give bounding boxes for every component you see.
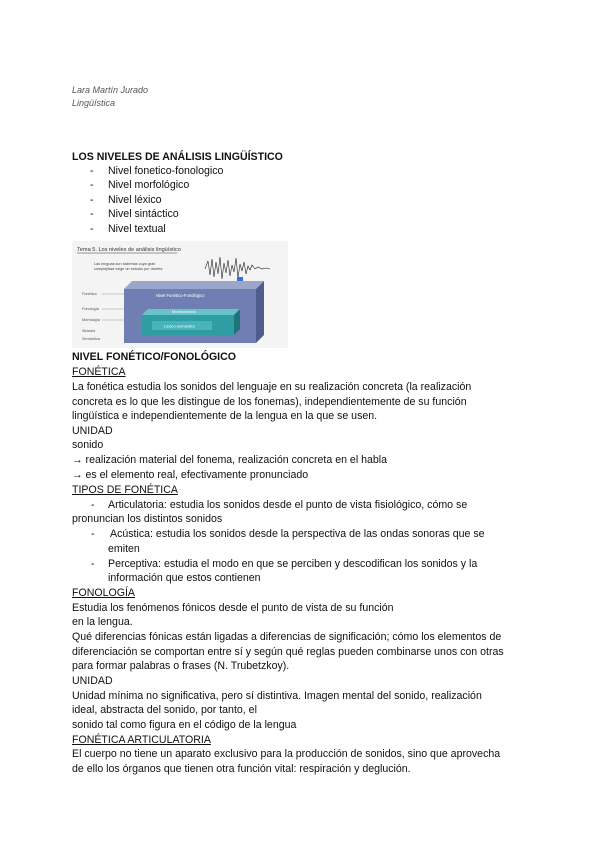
subject-name: Lingüística [72,98,116,108]
paragraph-line: concreta es lo que les distingue de los fonemas), independientemente de su función [72,396,467,408]
paragraph-line: Qué diferencias fónicas están ligadas a diferencias de significación; cómo los elementos de [72,631,502,643]
label-sonido: sonido [72,439,104,451]
paragraph-line: en la lengua. [72,616,133,628]
levels-diagram-figure [72,241,288,348]
paragraph-line: Estudia los fenómenos fónicos desde el punto de vista de su función [72,602,394,614]
list-item-continuation: información que estos contienen [108,572,261,584]
waveform-graphic [205,257,270,279]
levels-diagram [72,241,288,348]
dash-marker: - [90,165,94,177]
dash-marker: - [90,194,94,206]
dash-marker: - [91,528,95,540]
list-item-label: Perceptiva: estudia el modo en que se perciben y descodifican los sonidos y la [108,558,478,570]
paragraph-line: Unidad mínima no significativa, pero sí distintiva. Imagen mental del sonido, realización [72,690,482,702]
label-unidad: UNIDAD [72,675,113,687]
list-item-continuation: emiten [108,543,140,555]
box-top-face [124,281,264,289]
dash-marker: - [90,223,94,235]
label-unidad: UNIDAD [72,425,113,437]
list-item-label: Nivel sintáctico [108,208,179,220]
paragraph-line: El cuerpo no tiene un aparato exclusivo para la producción de sonidos, sino que aprovecha [72,748,501,760]
arrow-line: → realización material del fonema, realización concreta en el habla [72,454,388,466]
paragraph-line: La fonética estudia los sonidos del lenguaje en su realización concreta (la realización [72,381,472,393]
inner-box-label: Morfosintaxis [172,309,196,314]
paragraph-line: lingüística e independientemente de la lengua en la que se usen. [72,410,378,422]
figure-note-line2: complejidad exige un estudio por niveles [94,267,163,271]
side-label: Fonología [82,307,99,311]
list-item-label: Articulatoria: estudia los sonidos desde el punto de vista fisiológico, cómo se [108,499,468,511]
subheading-tipos: TIPOS DE FONÉTICA [72,484,178,496]
list-item-continuation: pronuncian los distintos sonidos [72,513,223,525]
paragraph-line: para formar palabras o frases (N. Trubetzkoy). [72,660,290,672]
author-name: Lara Martín Jurado [72,85,149,95]
dash-marker: - [90,179,94,191]
section-title: NIVEL FONÉTICO/FONOLÓGICO [72,351,237,363]
doc-title: LOS NIVELES DE ANÁLISIS LINGÜÍSTICO [72,151,283,163]
paragraph-line: sonido tal como figura en el código de la lengua [72,719,297,731]
list-item-label: Nivel léxico [108,194,162,206]
side-label: Morfología [82,318,100,322]
list-item-label: Nivel textual [108,223,166,235]
side-label: Semántica [82,337,100,341]
paragraph-line: ideal, abstracta del sonido, por tanto, el [72,704,257,716]
paragraph-line: diferenciación se comportan entre sí y según qué reglas pueden combinarse unos con otras [72,646,504,658]
side-label: Fonética [82,292,97,296]
subheading-fonologia: FONOLOGÍA [72,587,135,599]
inner-bar-label: Léxico-semántico [164,323,196,329]
paragraph-line: de ello los órganos que tienen otra función vital: respiración y deglución. [72,763,411,775]
figure-note-line1: Las lenguas son sistemas cuya gran [94,262,156,266]
figure-caption: Tema 5. Los niveles de análisis lingüístico [77,247,181,253]
list-item-label: Nivel fonetico-fonologico [108,165,224,177]
dash-marker: - [90,208,94,220]
arrow-line: → es el elemento real, efectivamente pronunciado [72,469,309,481]
box-top-label: Nivel Fonético-Fonológico [156,293,205,298]
list-item-label: Nivel morfológico [108,179,190,191]
side-label: Sintaxis [82,329,96,333]
list-item-label: Acústica: estudia los sonidos desde la perspectiva de las ondas sonoras que se [110,528,485,540]
box-side-face [256,281,264,343]
dash-marker: - [91,558,95,570]
subheading-articulatoria: FONÉTICA ARTICULATORIA [72,734,211,746]
dash-marker: - [91,499,95,511]
subheading-fonetica: FONÉTICA [72,366,126,378]
